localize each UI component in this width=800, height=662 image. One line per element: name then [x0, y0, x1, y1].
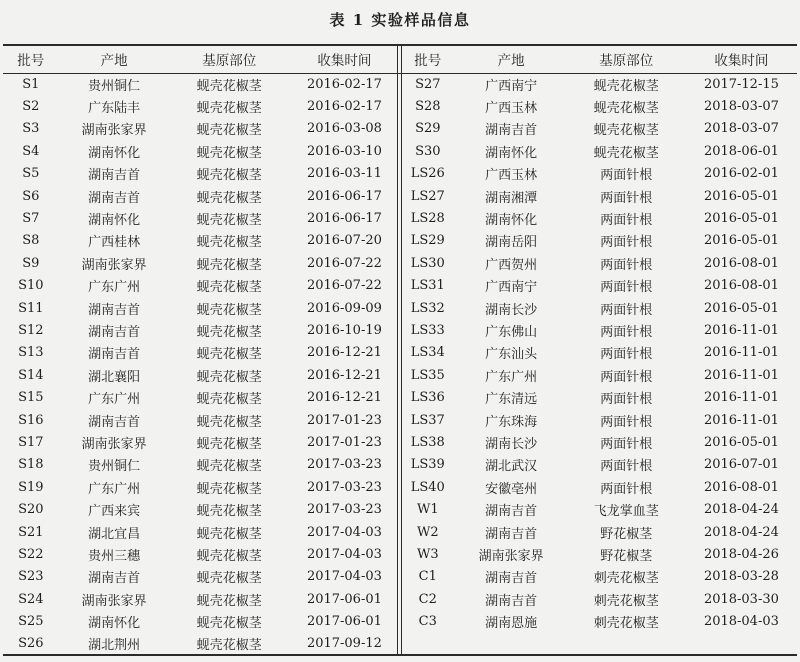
- cell-batch-no: S16: [18, 412, 44, 428]
- column-header-part: 基原部位: [567, 46, 686, 73]
- cell-base-part: 蚬壳花椒茎: [196, 504, 262, 520]
- cell-batch-no: S4: [22, 143, 40, 159]
- cell-collection-date: 2016-11-01: [703, 367, 779, 383]
- cell-collection-date: 2018-04-03: [703, 614, 779, 630]
- cell-origin: 湖南恩施: [485, 616, 538, 632]
- cell-base-part: 蚬壳花椒茎: [196, 145, 262, 161]
- cell-base-part: 两面针根: [600, 302, 653, 318]
- table-row: [400, 207, 797, 229]
- cell-origin: 湖南怀化: [485, 213, 538, 229]
- cell-base-part: 蚬壳花椒茎: [196, 481, 262, 497]
- cell-batch-no: LS39: [410, 457, 445, 473]
- cell-collection-date: 2017-01-23: [306, 434, 382, 450]
- cell-origin: 湖南怀化: [485, 145, 538, 161]
- cell-origin: 广东清远: [485, 392, 538, 408]
- table-row: [400, 140, 797, 162]
- table-row: [400, 498, 797, 520]
- table-row: [3, 118, 400, 140]
- cell-batch-no: S21: [18, 524, 44, 540]
- table-center-divider: [397, 46, 402, 654]
- cell-origin: 湖北襄阳: [88, 369, 141, 385]
- cell-collection-date: 2017-06-01: [306, 591, 382, 607]
- cell-collection-date: 2016-11-01: [703, 322, 779, 338]
- table-row: [3, 454, 400, 476]
- table-row: [400, 364, 797, 386]
- cell-base-part: 两面针根: [600, 324, 653, 340]
- table-row: [400, 185, 797, 207]
- cell-origin: 广西南宁: [485, 78, 538, 94]
- header-row: [3, 46, 400, 73]
- cell-batch-no: S6: [22, 188, 40, 204]
- table-row: [400, 566, 797, 588]
- cell-origin: 湖南岳阳: [485, 235, 538, 251]
- cell-collection-date: 2016-03-08: [306, 121, 382, 137]
- cell-origin: 广西桂林: [88, 235, 141, 251]
- cell-origin: 湖南吉首: [88, 347, 141, 363]
- cell-collection-date: 2016-12-21: [306, 390, 382, 406]
- cell-collection-date: 2016-07-22: [306, 278, 382, 294]
- cell-collection-date: 2018-04-24: [703, 502, 779, 518]
- cell-collection-date: 2016-05-01: [703, 434, 779, 450]
- table-row: [3, 185, 400, 207]
- cell-origin: 湖南湘潭: [485, 190, 538, 206]
- column-header-origin: 产地: [59, 46, 170, 73]
- cell-collection-date: 2016-02-17: [306, 76, 382, 92]
- cell-batch-no: S1: [22, 76, 40, 92]
- cell-batch-no: S7: [22, 211, 40, 227]
- cell-collection-date: 2016-07-01: [703, 457, 779, 473]
- column-header-part: 基原部位: [170, 46, 289, 73]
- cell-collection-date: 2016-09-09: [306, 300, 382, 316]
- cell-batch-no: C2: [418, 591, 437, 607]
- table-row: [3, 297, 400, 319]
- table-row: [400, 386, 797, 408]
- table-row: [3, 431, 400, 453]
- cell-collection-date: 2017-09-12: [306, 636, 382, 652]
- cell-collection-date: 2018-04-24: [703, 524, 779, 540]
- cell-batch-no: LS36: [410, 390, 445, 406]
- cell-collection-date: 2016-12-21: [306, 367, 382, 383]
- cell-origin: 湖南吉首: [88, 302, 141, 318]
- cell-collection-date: 2016-06-17: [306, 188, 382, 204]
- table-row: [3, 319, 400, 341]
- cell-base-part: 蚬壳花椒茎: [196, 78, 262, 94]
- cell-base-part: 蚬壳花椒茎: [593, 101, 659, 117]
- table-row: [400, 610, 797, 632]
- cell-base-part: 刺壳花椒茎: [593, 571, 659, 587]
- cell-batch-no: S11: [18, 300, 44, 316]
- cell-origin: 湖南张家界: [81, 123, 147, 139]
- cell-collection-date: 2018-03-30: [703, 591, 779, 607]
- cell-batch-no: W1: [416, 502, 439, 518]
- cell-batch-no: LS37: [410, 412, 445, 428]
- table-row: [3, 610, 400, 632]
- cell-base-part: 蚬壳花椒茎: [196, 369, 262, 385]
- cell-base-part: 两面针根: [600, 369, 653, 385]
- cell-origin: 湖南怀化: [88, 213, 141, 229]
- cell-origin: 广西玉林: [485, 168, 538, 184]
- cell-collection-date: 2016-08-01: [703, 479, 779, 495]
- cell-base-part: 蚬壳花椒茎: [196, 302, 262, 318]
- cell-base-part: 蚬壳花椒茎: [196, 101, 262, 117]
- cell-batch-no: S23: [18, 569, 44, 585]
- cell-origin: 湖南吉首: [485, 504, 538, 520]
- table-row: [3, 364, 400, 386]
- cell-base-part: 蚬壳花椒茎: [196, 324, 262, 340]
- cell-origin: 安徽亳州: [485, 481, 538, 497]
- table-row: [400, 95, 797, 117]
- cell-batch-no: LS26: [410, 166, 445, 182]
- cell-base-part: 蚬壳花椒茎: [196, 168, 262, 184]
- cell-base-part: 蚬壳花椒茎: [196, 571, 262, 587]
- cell-batch-no: LS33: [410, 322, 445, 338]
- cell-collection-date: 2017-01-23: [306, 412, 382, 428]
- cell-collection-date: 2018-03-28: [703, 569, 779, 585]
- cell-base-part: 两面针根: [600, 190, 653, 206]
- header-row: [400, 46, 797, 73]
- cell-base-part: 蚬壳花椒茎: [196, 392, 262, 408]
- cell-origin: 广东广州: [88, 280, 141, 296]
- table-row: [3, 566, 400, 588]
- cell-collection-date: 2016-11-01: [703, 345, 779, 361]
- table-row: [400, 118, 797, 140]
- cell-origin: 湖南吉首: [485, 526, 538, 542]
- cell-base-part: 两面针根: [600, 414, 653, 430]
- cell-base-part: 蚬壳花椒茎: [196, 638, 262, 654]
- cell-base-part: 蚬壳花椒茎: [196, 257, 262, 273]
- cell-origin: 广东珠海: [485, 414, 538, 430]
- table-row: [3, 386, 400, 408]
- cell-origin: 湖南长沙: [485, 436, 538, 452]
- cell-batch-no: S19: [18, 479, 44, 495]
- column-header-origin: 产地: [456, 46, 567, 73]
- cell-base-part: 两面针根: [600, 481, 653, 497]
- cell-batch-no: LS34: [410, 345, 445, 361]
- table-row: [3, 252, 400, 274]
- cell-base-part: 两面针根: [600, 168, 653, 184]
- table-row: [3, 163, 400, 185]
- cell-origin: 广东汕头: [485, 347, 538, 363]
- cell-origin: 贵州三穗: [88, 548, 141, 564]
- table-row: [400, 454, 797, 476]
- table-row: [400, 275, 797, 297]
- cell-origin: 湖南吉首: [485, 123, 538, 139]
- cell-base-part: 野花椒茎: [600, 526, 653, 542]
- cell-origin: 湖南吉首: [88, 414, 141, 430]
- table-row: [3, 95, 400, 117]
- cell-batch-no: S15: [18, 390, 44, 406]
- cell-batch-no: LS32: [410, 300, 445, 316]
- table-row: [400, 230, 797, 252]
- table-row: [400, 319, 797, 341]
- cell-collection-date: 2016-05-01: [703, 300, 779, 316]
- cell-collection-date: 2016-05-01: [703, 188, 779, 204]
- cell-base-part: 蚬壳花椒茎: [196, 593, 262, 609]
- cell-base-part: 蚬壳花椒茎: [593, 123, 659, 139]
- cell-base-part: 蚬壳花椒茎: [196, 526, 262, 542]
- table-left-half: [3, 46, 400, 654]
- cell-base-part: 蚬壳花椒茎: [196, 280, 262, 296]
- table-body-right: [400, 73, 797, 633]
- cell-collection-date: 2018-03-07: [703, 121, 779, 137]
- table-row: [3, 588, 400, 610]
- cell-collection-date: 2016-05-01: [703, 233, 779, 249]
- cell-batch-no: S3: [22, 121, 40, 137]
- cell-base-part: 两面针根: [600, 459, 653, 475]
- table-row: [3, 521, 400, 543]
- cell-origin: 湖北宜昌: [88, 526, 141, 542]
- cell-base-part: 飞龙掌血茎: [593, 504, 659, 520]
- cell-collection-date: 2017-06-01: [306, 614, 382, 630]
- cell-batch-no: LS30: [410, 255, 445, 271]
- cell-origin: 贵州铜仁: [88, 78, 141, 94]
- cell-batch-no: S30: [415, 143, 441, 159]
- cell-origin: 湖南长沙: [485, 302, 538, 318]
- table-row: [400, 297, 797, 319]
- cell-batch-no: LS28: [410, 211, 445, 227]
- cell-collection-date: 2016-11-01: [703, 390, 779, 406]
- table-row: [3, 543, 400, 565]
- table-right-half: [400, 46, 797, 654]
- cell-origin: 湖南张家界: [478, 548, 544, 564]
- column-header-batch: 批号: [400, 46, 456, 73]
- cell-origin: 广东佛山: [485, 324, 538, 340]
- cell-collection-date: 2016-08-01: [703, 278, 779, 294]
- cell-batch-no: LS38: [410, 434, 445, 450]
- cell-base-part: 蚬壳花椒茎: [196, 213, 262, 229]
- cell-batch-no: S24: [18, 591, 44, 607]
- table-row: [3, 207, 400, 229]
- cell-batch-no: S13: [18, 345, 44, 361]
- table-row: [3, 275, 400, 297]
- cell-origin: 湖南吉首: [485, 593, 538, 609]
- cell-base-part: 刺壳花椒茎: [593, 616, 659, 632]
- cell-origin: 湖北武汉: [485, 459, 538, 475]
- cell-collection-date: 2018-03-07: [703, 99, 779, 115]
- cell-collection-date: 2017-04-03: [306, 546, 382, 562]
- cell-base-part: 两面针根: [600, 280, 653, 296]
- cell-base-part: 蚬壳花椒茎: [196, 436, 262, 452]
- cell-base-part: 蚬壳花椒茎: [593, 78, 659, 94]
- cell-batch-no: LS40: [410, 479, 445, 495]
- column-header-date: 收集时间: [289, 46, 400, 73]
- cell-batch-no: W3: [416, 546, 439, 562]
- cell-collection-date: 2016-08-01: [703, 255, 779, 271]
- cell-origin: 湖南怀化: [88, 145, 141, 161]
- cell-origin: 湖南张家界: [81, 436, 147, 452]
- table-row: [400, 73, 797, 95]
- cell-collection-date: 2017-12-15: [703, 76, 779, 92]
- cell-collection-date: 2016-11-01: [703, 412, 779, 428]
- cell-base-part: 两面针根: [600, 257, 653, 273]
- table-row: [3, 230, 400, 252]
- table-row: [400, 521, 797, 543]
- cell-batch-no: S5: [22, 166, 40, 182]
- cell-origin: 湖南吉首: [88, 324, 141, 340]
- table-row: [400, 476, 797, 498]
- cell-origin: 湖南吉首: [88, 168, 141, 184]
- table-row: [400, 431, 797, 453]
- cell-batch-no: C1: [418, 569, 437, 585]
- table-row: [400, 252, 797, 274]
- cell-origin: 湖南张家界: [81, 257, 147, 273]
- cell-origin: 广东陆丰: [88, 101, 141, 117]
- cell-base-part: 两面针根: [600, 235, 653, 251]
- cell-collection-date: 2016-07-20: [306, 233, 382, 249]
- cell-collection-date: 2016-06-17: [306, 211, 382, 227]
- cell-batch-no: S10: [18, 278, 44, 294]
- cell-origin: 广西玉林: [485, 101, 538, 117]
- cell-base-part: 蚬壳花椒茎: [196, 459, 262, 475]
- cell-base-part: 蚬壳花椒茎: [196, 123, 262, 139]
- cell-collection-date: 2018-06-01: [703, 143, 779, 159]
- table-row: [3, 73, 400, 95]
- cell-base-part: 蚬壳花椒茎: [196, 414, 262, 430]
- cell-batch-no: LS27: [410, 188, 445, 204]
- cell-collection-date: 2017-03-23: [306, 479, 382, 495]
- cell-origin: 广东广州: [88, 392, 141, 408]
- cell-base-part: 野花椒茎: [600, 548, 653, 564]
- cell-collection-date: 2016-02-17: [306, 99, 382, 115]
- cell-batch-no: S28: [415, 99, 441, 115]
- cell-collection-date: 2016-05-01: [703, 211, 779, 227]
- cell-collection-date: 2016-07-22: [306, 255, 382, 271]
- cell-origin: 湖北荆州: [88, 638, 141, 654]
- cell-origin: 贵州铜仁: [88, 459, 141, 475]
- cell-collection-date: 2016-10-19: [306, 322, 382, 338]
- cell-batch-no: S27: [415, 76, 441, 92]
- table-row: [3, 342, 400, 364]
- cell-base-part: 蚬壳花椒茎: [196, 190, 262, 206]
- cell-batch-no: S26: [18, 636, 44, 652]
- column-header-date: 收集时间: [686, 46, 797, 73]
- cell-base-part: 蚬壳花椒茎: [593, 145, 659, 161]
- cell-collection-date: 2017-03-23: [306, 502, 382, 518]
- cell-batch-no: S2: [22, 99, 40, 115]
- table-row: [3, 140, 400, 162]
- table-row: [3, 476, 400, 498]
- cell-origin: 广东广州: [88, 481, 141, 497]
- cell-base-part: 两面针根: [600, 392, 653, 408]
- cell-base-part: 两面针根: [600, 347, 653, 363]
- cell-base-part: 蚬壳花椒茎: [196, 347, 262, 363]
- table-row: [400, 588, 797, 610]
- table-row: [3, 409, 400, 431]
- cell-batch-no: LS35: [410, 367, 445, 383]
- cell-batch-no: S9: [22, 255, 40, 271]
- sample-table-right: [400, 46, 797, 633]
- cell-collection-date: 2017-04-03: [306, 524, 382, 540]
- table-row: [400, 543, 797, 565]
- cell-origin: 广西来宾: [88, 504, 141, 520]
- cell-batch-no: S29: [415, 121, 441, 137]
- table-row: [400, 342, 797, 364]
- table-title: 表 1 实验样品信息: [329, 11, 471, 29]
- table-row: [3, 498, 400, 520]
- cell-batch-no: S22: [18, 546, 44, 562]
- cell-origin: 湖南吉首: [485, 571, 538, 587]
- cell-batch-no: S18: [18, 457, 44, 473]
- cell-batch-no: S8: [22, 233, 40, 249]
- cell-batch-no: S14: [18, 367, 44, 383]
- cell-collection-date: 2017-04-03: [306, 569, 382, 585]
- column-header-batch: 批号: [3, 46, 59, 73]
- cell-batch-no: S20: [18, 502, 44, 518]
- cell-batch-no: S12: [18, 322, 44, 338]
- cell-collection-date: 2017-03-23: [306, 457, 382, 473]
- cell-origin: 广西贺州: [485, 257, 538, 273]
- cell-origin: 广西南宁: [485, 280, 538, 296]
- table-row: [400, 409, 797, 431]
- sample-info-table: [3, 44, 797, 656]
- table-row: [3, 633, 400, 655]
- cell-origin: 湖南怀化: [88, 616, 141, 632]
- cell-origin: 湖南张家界: [81, 593, 147, 609]
- cell-base-part: 刺壳花椒茎: [593, 593, 659, 609]
- cell-batch-no: W2: [416, 524, 439, 540]
- cell-origin: 湖南吉首: [88, 190, 141, 206]
- table-body-left: [3, 73, 400, 655]
- sample-table-left: [3, 46, 400, 655]
- cell-batch-no: S17: [18, 434, 44, 450]
- cell-batch-no: LS31: [410, 278, 445, 294]
- cell-batch-no: LS29: [410, 233, 445, 249]
- cell-collection-date: 2016-12-21: [306, 345, 382, 361]
- cell-base-part: 两面针根: [600, 436, 653, 452]
- cell-collection-date: 2016-03-11: [306, 166, 382, 182]
- cell-batch-no: C3: [418, 614, 437, 630]
- cell-base-part: 蚬壳花椒茎: [196, 548, 262, 564]
- table-row: [400, 163, 797, 185]
- cell-collection-date: 2016-02-01: [703, 166, 779, 182]
- cell-base-part: 蚬壳花椒茎: [196, 235, 262, 251]
- cell-batch-no: S25: [18, 614, 44, 630]
- cell-collection-date: 2018-04-26: [703, 546, 779, 562]
- cell-base-part: 蚬壳花椒茎: [196, 616, 262, 632]
- cell-origin: 广东广州: [485, 369, 538, 385]
- cell-base-part: 两面针根: [600, 213, 653, 229]
- cell-origin: 湖南吉首: [88, 571, 141, 587]
- cell-collection-date: 2016-03-10: [306, 143, 382, 159]
